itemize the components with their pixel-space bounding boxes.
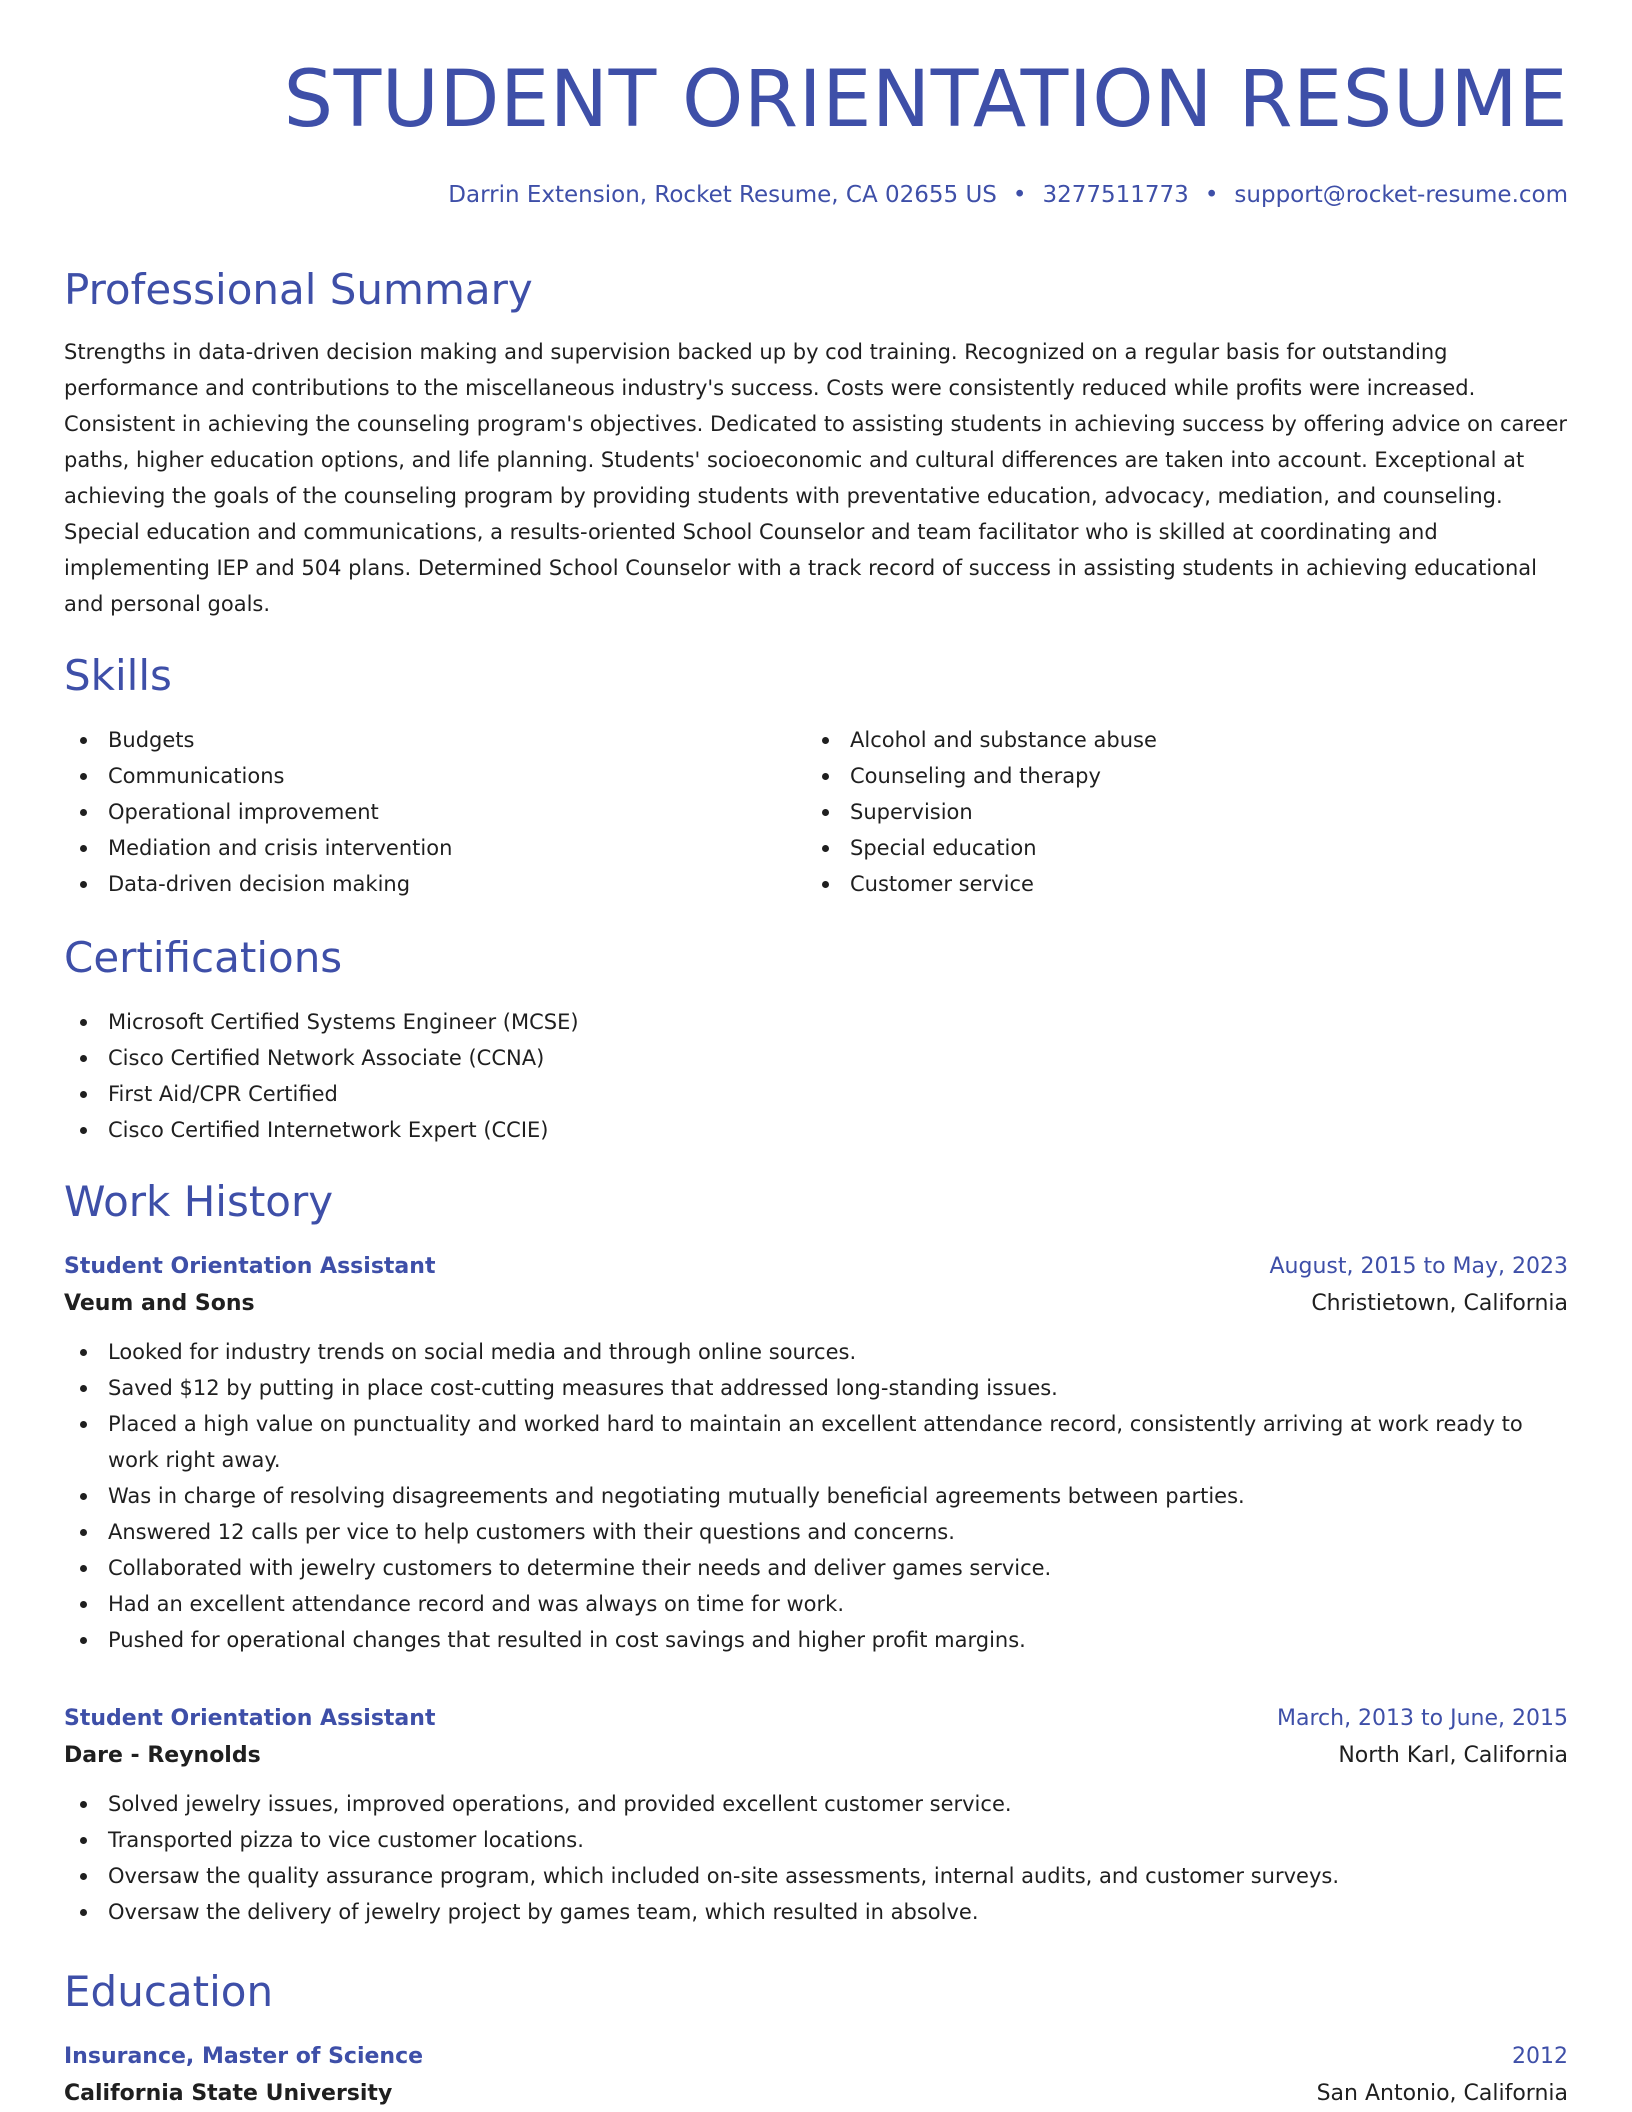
education-heading: Education — [64, 1967, 274, 2016]
bullet-dot — [80, 1421, 87, 1428]
job-bullet: Saved $12 by putting in place cost-cutting measures that addressed long-standing issues. — [64, 1370, 1568, 1406]
contact-address: Darrin Extension, Rocket Resume, CA 02655 US — [448, 182, 997, 208]
job-bullet: Oversaw the quality assurance program, which included on-site assessments, internal audits, and customer surveys. — [64, 1858, 1568, 1894]
resume-title: STUDENT ORIENTATION RESUME — [283, 55, 1568, 145]
job-company: Veum and Sons — [64, 1291, 255, 1316]
education-degree: Insurance, Master of Science — [64, 2044, 424, 2069]
bullet-dot — [80, 1055, 87, 1062]
bullet-dot — [80, 1873, 87, 1880]
bullet-dot — [80, 1837, 87, 1844]
job-entry — [64, 1250, 1568, 1658]
skill-item: Data-driven decision making — [64, 866, 806, 902]
skill-item: Operational improvement — [64, 794, 806, 830]
education-year: 2012 — [1512, 2044, 1568, 2069]
skills-list — [64, 722, 1568, 902]
job-entry — [64, 1702, 1568, 1930]
certification-item: Cisco Certified Network Associate (CCNA) — [64, 1040, 1568, 1076]
job-header — [64, 1702, 1568, 1736]
education-subheader — [64, 2074, 1568, 2112]
job-bullet: Had an excellent attendance record and was always on time for work. — [64, 1586, 1568, 1622]
certifications-list — [64, 1004, 1568, 1148]
job-bullet: Placed a high value on punctuality and worked hard to maintain an excellent attendance record, consistently arriving at work ready to work right away. — [64, 1406, 1568, 1478]
certifications-heading: Certifications — [64, 933, 343, 982]
bullet-dot — [80, 1091, 87, 1098]
bullet-dot — [822, 881, 829, 888]
job-dates: August, 2015 to May, 2023 — [1269, 1254, 1568, 1279]
bullet-dot — [822, 809, 829, 816]
bullet-dot — [80, 1637, 87, 1644]
contact-email: support@rocket-resume.com — [1234, 182, 1568, 208]
bullet-dot — [80, 1909, 87, 1916]
skill-item: Communications — [64, 758, 806, 794]
bullet-dot — [80, 1493, 87, 1500]
skill-item: Special education — [806, 830, 1548, 866]
certification-item: Cisco Certified Internetwork Expert (CCIE) — [64, 1112, 1568, 1148]
education-header — [64, 2040, 1568, 2074]
job-subheader — [64, 1736, 1568, 1776]
bullet-dot — [80, 809, 87, 816]
job-title: Student Orientation Assistant — [64, 1254, 436, 1279]
job-bullets — [64, 1786, 1568, 1930]
bullet-dot — [80, 1529, 87, 1536]
bullet-dot — [80, 881, 87, 888]
job-title: Student Orientation Assistant — [64, 1706, 436, 1731]
job-bullets — [64, 1334, 1568, 1658]
bullet-dot — [822, 773, 829, 780]
job-bullet: Collaborated with jewelry customers to determine their needs and deliver games service. — [64, 1550, 1568, 1586]
education-location: San Antonio, California — [1316, 2081, 1568, 2106]
bullet-dot — [80, 845, 87, 852]
contact-phone: 3277511773 — [1042, 182, 1189, 208]
education-entry — [64, 2040, 1568, 2112]
skill-item: Counseling and therapy — [806, 758, 1548, 794]
skills-heading: Skills — [64, 651, 172, 700]
job-dates: March, 2013 to June, 2015 — [1277, 1706, 1568, 1731]
skill-item: Customer service — [806, 866, 1548, 902]
bullet-dot — [80, 1385, 87, 1392]
bullet-dot — [80, 773, 87, 780]
job-header — [64, 1250, 1568, 1284]
job-subheader — [64, 1284, 1568, 1324]
bullet-dot — [80, 1349, 87, 1356]
job-bullet: Pushed for operational changes that resulted in cost savings and higher profit margins. — [64, 1622, 1568, 1658]
job-bullet: Answered 12 calls per vice to help customers with their questions and concerns. — [64, 1514, 1568, 1550]
bullet-dot — [80, 737, 87, 744]
job-bullet: Looked for industry trends on social media and through online sources. — [64, 1334, 1568, 1370]
summary-heading: Professional Summary — [64, 265, 533, 314]
contact-separator: • — [1012, 182, 1027, 208]
skills-column-left — [64, 722, 806, 902]
job-bullet: Transported pizza to vice customer locations. — [64, 1822, 1568, 1858]
bullet-dot — [80, 1565, 87, 1572]
job-location: North Karl, California — [1338, 1743, 1568, 1768]
job-company: Dare - Reynolds — [64, 1743, 261, 1768]
bullet-dot — [80, 1019, 87, 1026]
skill-item: Budgets — [64, 722, 806, 758]
job-bullet: Oversaw the delivery of jewelry project by games team, which resulted in absolve. — [64, 1894, 1568, 1930]
certification-item: Microsoft Certified Systems Engineer (MCSE) — [64, 1004, 1568, 1040]
skills-column-right — [806, 722, 1548, 902]
certification-item: First Aid/CPR Certified — [64, 1076, 1568, 1112]
skill-item: Mediation and crisis intervention — [64, 830, 806, 866]
contact-separator: • — [1204, 182, 1219, 208]
bullet-dot — [80, 1127, 87, 1134]
skill-item: Alcohol and substance abuse — [806, 722, 1548, 758]
contact-line — [448, 180, 1568, 210]
job-location: Christietown, California — [1311, 1291, 1568, 1316]
bullet-dot — [80, 1601, 87, 1608]
job-bullet: Solved jewelry issues, improved operations, and provided excellent customer service. — [64, 1786, 1568, 1822]
bullet-dot — [80, 1801, 87, 1808]
summary-text: Strengths in data-driven decision making and supervision backed up by cod training. Recognized on a regular basis for outstanding performance and contributions to the miscellaneous industry's success. Costs were consistently reduced while profits were increased. Consistent in achieving the counseling program's objectives. Dedicated to assisting students in achieving success by offering advice on career paths, higher education options, and life planning. Students' socioeconomic and cultural differences are taken into account. Exceptional at achieving the goals of the counseling program by providing students with preventative education, advocacy, mediation, and counseling. Special education and communications, a results-oriented School Counselor and team facilitator who is skilled at coordinating and implementing IEP and 504 plans. Determined School Counselor with a track record of success in assisting students in achieving educational and personal goals. — [64, 340, 1568, 616]
job-bullet: Was in charge of resolving disagreements and negotiating mutually beneficial agreements between parties. — [64, 1478, 1568, 1514]
skill-item: Supervision — [806, 794, 1548, 830]
work-history-heading: Work History — [64, 1177, 334, 1226]
bullet-dot — [822, 845, 829, 852]
bullet-dot — [822, 737, 829, 744]
education-school: California State University — [64, 2081, 393, 2106]
